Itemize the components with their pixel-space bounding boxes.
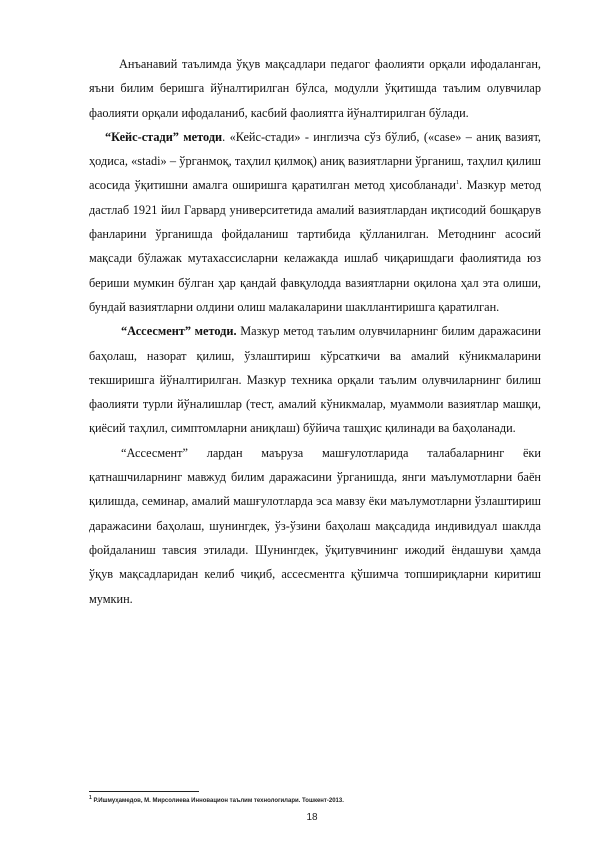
paragraph-assessment-usage: “Ассесмент” лардан маъруза машғулотларида талабаларнинг ёки қатнашчиларнинг мавжуд билим даражасини ўрганишда, янги маълумотларни баён қилишда, семинар, амалий машғулотларда эса мавзу ёки маълумотларни ўзлаштириш даражасини баҳолаш, шунингдек, ўз-ўзини баҳолаш мақсадида индивидуал шаклда фойдаланиш тавсия этилади. Шунингдек, ўқитувчининг ижодий ёндашуви ҳамда ўқув мақсадларидан келиб чиқиб, ассесментга қўшимча топшириқларни киритиш мумкин. xyxy=(89,445,541,606)
footnote xyxy=(89,796,541,806)
footnote-reference: 1 xyxy=(456,180,459,187)
assessment-heading: “Ассесмент” методи. xyxy=(121,324,237,339)
case-study-heading: “Кейс-стади” методи xyxy=(105,129,223,144)
paragraph-traditional-teaching: Анъанавий таълимда ўқув мақсадлари педагог фаолияти орқали ифодаланган, яъни билим беришга йўналтирилган бўлса, модулли ўқитишда таълим олувчилар фаолияти орқали ифодаланиб, касбий фаолиятга йўналтирилган бўлади. xyxy=(89,57,541,120)
page-number: 18 xyxy=(306,812,318,823)
case-study-text-a: . «Кейс-стади» - инглизча сўз бўлиб, («case» – аниқ вазият, ҳодиса, «stadi» – ўрганмоқ, таҳлил қилмоқ) аниқ вазиятларни ўрганиш, таҳлил қилиш асосида ўқитишни амалга оширишга қаратилган метод ҳисобланади xyxy=(89,129,541,193)
footnote-divider xyxy=(89,791,199,792)
footnote-text: Р.Ишмуҳамедов, М. Мирсолиева Инновацион таълим технологилари. Тошкент-2013. xyxy=(91,798,344,804)
assessment-text: Мазкур метод таълим олувчиларнинг билим даражасини баҳолаш, назорат қилиш, ўзлаштириш кўрсаткичи ва амалий кўникмаларини текширишга йўналтирилган. Мазкур техника орқали таълим олувчиларнинг билиш фаолияти турли йўналишлар (тест, амалий кўникмалар, муаммоли вазиятлар машқи, қиёсий таҳлил, симптомларни аниқлаш) бўйича ташҳис қилинади ва баҳоланади. xyxy=(89,324,541,436)
paragraph-assessment xyxy=(89,319,541,440)
paragraph-case-study xyxy=(89,125,541,319)
footnote-marker: 1 xyxy=(89,795,92,801)
case-study-text-b: . Мазкур метод дастлаб 1921 йил Гарвард университетида амалий вазиятлардан иқтисодий бошқарув фанларини ўрганишда фойдаланиш тартибида қўлланилган. Методнинг асосий мақсади бўлажак мутахассисларни келажакда ишлаб чиқаришдаги фаолиятида юз бериши мумкин бўлган ҳар қандай фавқулодда вазиятларни оқилона ҳал эта олиши, бундай вазиятларни олдини олиш малакаларини шакллантиришга қаратилган. xyxy=(89,178,541,314)
page-body xyxy=(89,52,541,611)
